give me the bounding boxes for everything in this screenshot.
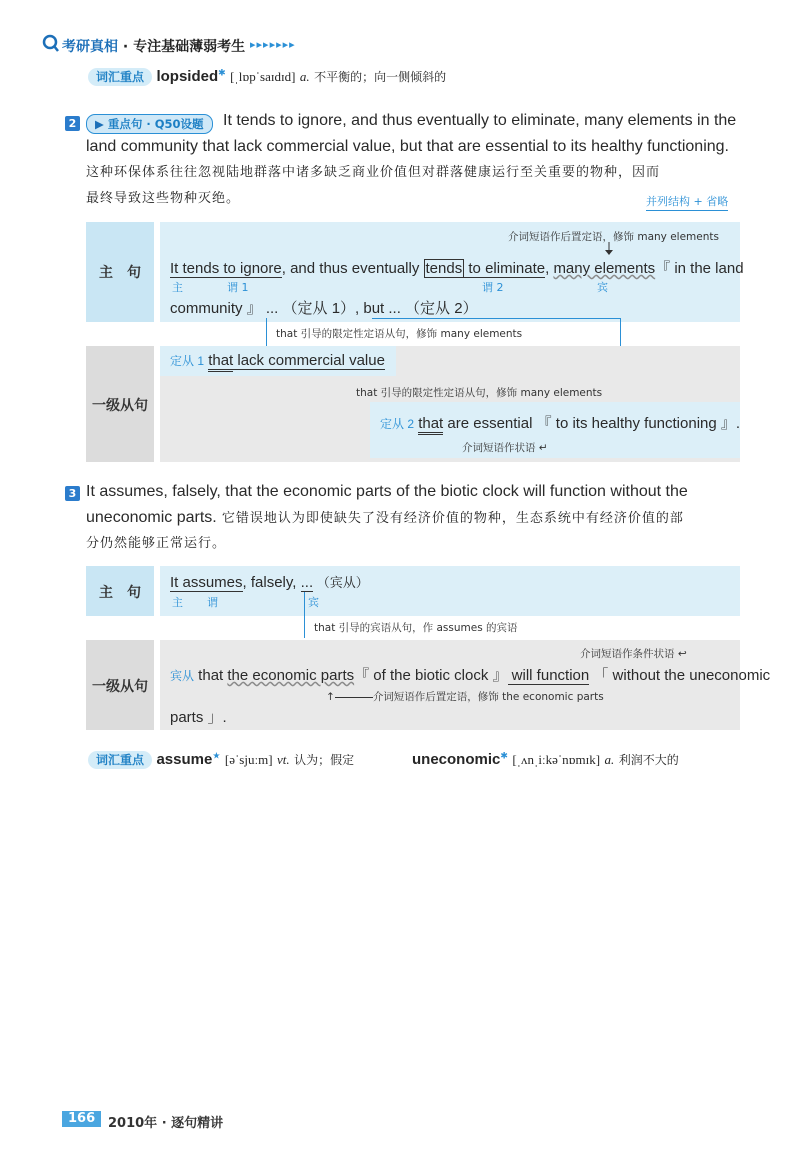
vocab-pos: vt. — [276, 752, 290, 767]
connector-line — [372, 318, 621, 319]
note-that-clause-1: that 引导的限定性定语从句，修饰 many elements — [276, 328, 523, 340]
note-that-clause-2: that 引导的限定性定语从句，修饰 many elements — [356, 387, 603, 399]
note-conditional: 介词短语作条件状语 ↩ — [580, 648, 687, 660]
object-clause: 宾从 that the economic parts『 of the biotic clock 』 will function 「 without the uneconomic — [170, 667, 771, 684]
sub-clause-label: 一级从句 — [92, 398, 148, 414]
rel-clause-2 — [380, 412, 740, 433]
arrow-up-icon: ↑ — [326, 691, 335, 703]
obj-verb: will function — [507, 667, 590, 684]
note-postpositive-attr: 介词短语作后置定语，修饰 many elements — [508, 231, 719, 243]
object-phrase: many elements — [553, 260, 656, 277]
mark-pred: 谓 — [207, 596, 218, 609]
mark-object: 宾 — [597, 281, 608, 294]
vocab-pos: a. — [604, 752, 615, 767]
vocab-line-3 — [412, 751, 679, 768]
obj-pp: 『 of the biotic clock 』 — [354, 667, 508, 684]
rel1-that: that — [208, 352, 233, 372]
vocab-tag: 词汇重点 — [88, 68, 152, 86]
rel2-rest: are essential 『 to its healthy functioning 』. — [443, 415, 741, 432]
obj-label: 宾从 — [170, 669, 195, 683]
footer-text: 2010年 · 逐句精讲 — [108, 1116, 224, 1131]
vocab-word: assume — [156, 751, 213, 768]
mark-object: 宾 — [308, 596, 319, 609]
vocab-word: lopsided — [156, 68, 219, 85]
arrow-curve-icon: ↩ — [677, 648, 687, 660]
omitted-verb: tends — [425, 260, 463, 277]
sentence-number: 2 — [65, 116, 80, 131]
pred2: to eliminate — [464, 260, 546, 277]
page-number: 166 — [62, 1111, 101, 1127]
connector-line — [266, 318, 267, 346]
vocab-ipa: [ˌlɒpˈsaɪdɪd] — [230, 69, 296, 84]
star-icon: ✱ — [218, 68, 226, 79]
para2-line1: It tends to ignore, and thus eventually to eliminate, many elements in the — [223, 112, 737, 129]
main-clause-sentence: It tends to ignore, and thus eventually tends to eliminate, many elements『 in the land — [170, 260, 744, 277]
vocab-ipa: [ˌʌnˌiːkəˈnɒmɪk] — [512, 752, 601, 767]
subject-pred: It assumes — [170, 574, 243, 591]
search-logo-icon — [42, 34, 60, 54]
para3-line2: uneconomic parts. 它错误地认为即使缺失了没有经济价值的物种，生态系统中有经济价值的部 — [86, 509, 684, 526]
connector-line — [304, 592, 305, 638]
arrow-curve-icon: ↵ — [538, 442, 548, 454]
vocab-meaning: 认为；假定 — [294, 753, 355, 767]
rel2-label: 定从 2 — [380, 417, 415, 431]
vocab-word: uneconomic — [412, 751, 501, 768]
obj-subject: the economic parts — [227, 667, 355, 684]
para2-translation-1: 这种环保体系往往忽视陆地群落中诸多缺乏商业价值但对群落健康运行至关重要的物种，因而 — [86, 165, 661, 180]
vocab-pos: a. — [299, 69, 310, 84]
flag-icon: ▶ — [95, 117, 104, 131]
note-pp-attr: ↑ 介词短语作后置定语，修饰 the economic parts — [326, 691, 604, 703]
header-arrows-icon: ▸▸▸▸▸▸▸ — [250, 38, 296, 51]
arrow-down-icon — [604, 242, 614, 256]
object-placeholder: ... — [300, 574, 314, 591]
main-clause-label: 主 句 — [99, 585, 141, 601]
mark-subject: 主 — [172, 596, 183, 609]
vocab-tag: 词汇重点 — [88, 751, 152, 769]
main-clause-sentence-2: It assumes, falsely, ... （宾从） — [170, 574, 369, 591]
key-sentence-tag: ▶ 重点句 · Q50设题 — [86, 113, 213, 134]
main-clause-line2: community 』 ... （定从 1）, but ... （定从 2） — [170, 300, 478, 317]
para2-translation-2: 最终导致这些物种灭绝。 — [86, 191, 241, 206]
subject-pred1: It tends to ignore — [170, 260, 282, 277]
para3-line1: It assumes, falsely, that the economic parts of the biotic clock will function without the — [86, 483, 688, 500]
rel2-that: that — [418, 415, 443, 435]
sentence-number: 3 — [65, 486, 80, 501]
note-object-clause: that 引导的宾语从句，作 assumes 的宾语 — [314, 622, 518, 634]
mark-subject: 主 — [172, 281, 183, 294]
brand-name: 考研真相 — [62, 39, 118, 55]
para2-line2: land community that lack commercial value, but that are essential to its healthy functioning. — [86, 138, 729, 155]
rel1-label: 定从 1 — [170, 354, 205, 368]
vocab-meaning: 利润不大的 — [618, 753, 679, 767]
main-clause-label: 主 句 — [99, 265, 141, 281]
star-icon: ★ — [212, 751, 221, 762]
rel1-rest: lack commercial value — [233, 352, 385, 369]
pp-attr: 『 in the land — [655, 260, 744, 277]
structure-note: 并列结构 + 省略 — [646, 193, 728, 211]
mark-pred1: 谓 1 — [227, 281, 249, 294]
star-icon: ✱ — [500, 751, 508, 762]
header-subtitle: 专注基础薄弱考生 — [133, 39, 246, 55]
object-clause-line2: parts 」. — [170, 709, 227, 726]
note-adverbial: 介词短语作状语 ↵ — [462, 442, 548, 454]
rel-clause-1 — [170, 352, 385, 369]
vocab-ipa: [əˈsjuːm] — [224, 752, 273, 767]
vocab-line-1 — [88, 68, 446, 86]
header-title: 考研真相 · 专注基础薄弱考生 — [62, 39, 246, 55]
mark-pred2: 谓 2 — [482, 281, 504, 294]
para3-translation-2: 分仍然能够正常运行。 — [86, 536, 227, 551]
sub-clause-label: 一级从句 — [92, 679, 148, 695]
vocab-meaning: 不平衡的；向一侧倾斜的 — [314, 70, 447, 84]
vocab-line-2 — [88, 751, 354, 769]
